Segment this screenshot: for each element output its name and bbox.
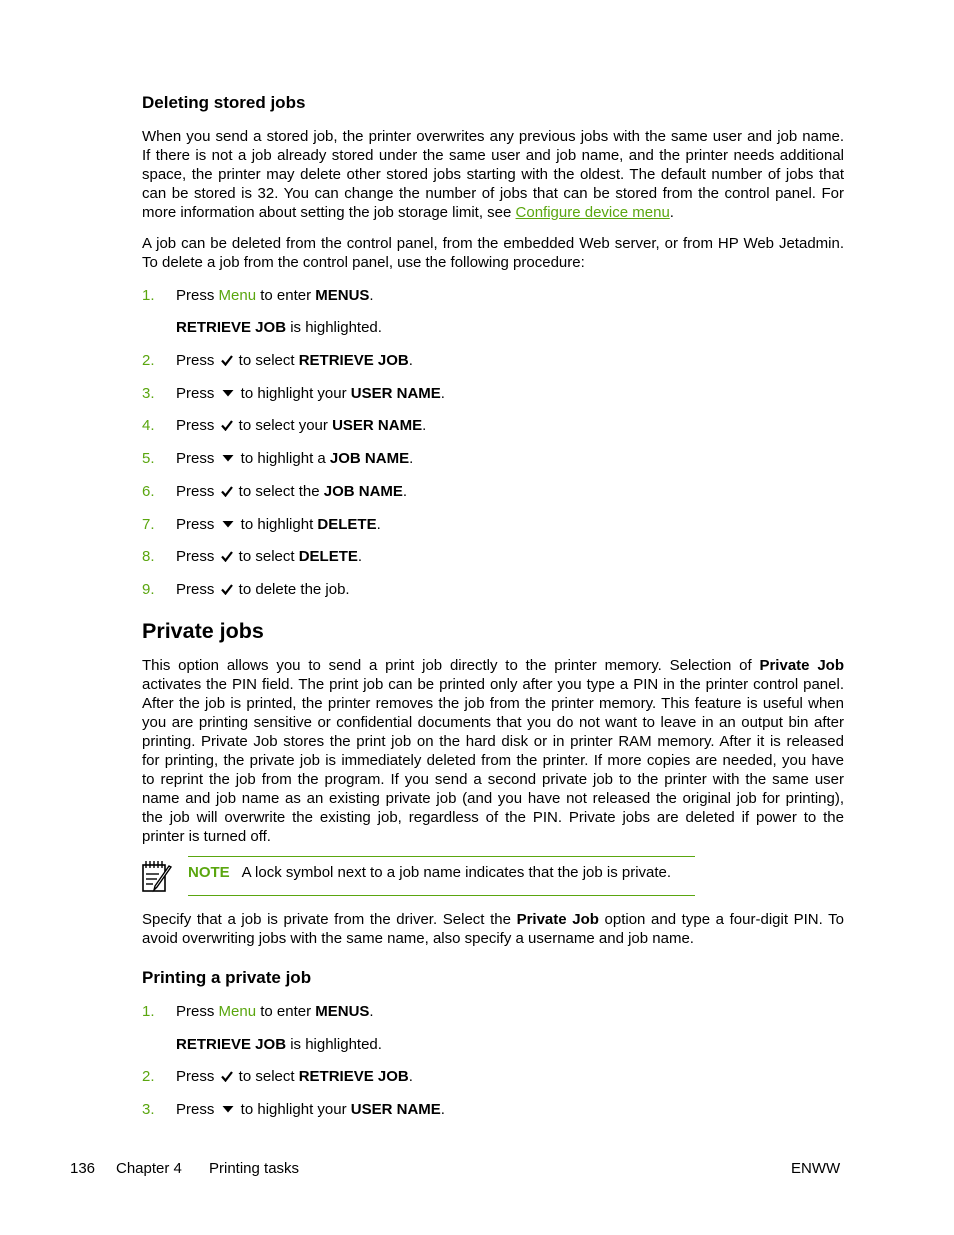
paragraph-delete-procedure [142,234,844,272]
paragraph-private-jobs [142,656,844,846]
step-subtext: RETRIEVE JOB is highlighted. [176,1036,382,1053]
text-fragment: more information about setting the job storage limit, see [142,204,516,221]
text-line: This option allows you to send a print job directly to the printer memory. Selection of Private Job [142,657,844,674]
step-number: 1. [142,1003,155,1020]
text-line: can be stored is 32. You can change the number of jobs that can be stored from the control panel. For [142,185,844,202]
step-text: Press to select RETRIEVE JOB. [176,352,413,369]
step-text: Press Menu to enter MENUS. [176,1003,374,1020]
checkmark-icon [220,1070,234,1082]
text-line: the job will overwrite the existing job, regardless of the PIN. Private jobs are deleted if power to the [142,809,844,826]
text-line: To delete a job from the control panel, use the following procedure: [142,254,585,271]
footer-chapter-title: Printing tasks [209,1160,300,1177]
text-line: name and job name as an existing private job (and you have not released the original job for printing), [142,790,844,807]
text-line: When you send a stored job, the printer overwrites any previous jobs with the same user and job name. [142,128,844,145]
text-line: printing. Private Job stores the print job on the hard disk or in printer RAM memory. After it is released [142,733,844,750]
text-line: you are printing sensitive or confidential documents that you do not want to leave in an output bin after [142,714,844,731]
step-number: 8. [142,548,155,565]
step-number: 9. [142,581,155,598]
section-heading-private-jobs: Private jobs [142,619,264,643]
checkmark-icon [220,550,234,562]
text-line [142,203,844,222]
step-subtext: RETRIEVE JOB is highlighted. [176,319,382,336]
text-line: Specify that a job is private from the driver. Select the Private Job option and type a four-digit PIN. To [142,911,844,928]
note-text: A lock symbol next to a job name indicates that the job is private. [241,864,672,881]
step-text: Press to select your USER NAME. [176,417,427,434]
text-line: avoid overwriting jobs with the same name, also specify a username and job name. [142,930,694,947]
step-number: 3. [142,1101,155,1118]
step-number: 1. [142,287,155,304]
step-number: 2. [142,1068,155,1085]
text-line: to reprint the job from the program. If you send a second private job to the printer with the same user [142,771,844,788]
note-label: NOTE [188,864,230,881]
step-text: Press to highlight your USER NAME. [176,1101,445,1118]
paragraph-specify-private [142,910,844,948]
step-text: Press to highlight DELETE. [176,516,381,533]
down-arrow-icon [220,387,236,399]
section-heading-deleting: Deleting stored jobs [142,93,306,112]
note-pad-icon [141,859,175,893]
text-fragment: . [669,204,674,221]
step-number: 7. [142,516,155,533]
text-line: A job can be deleted from the control panel, from the embedded Web server, or from HP Web Jetadmin. [142,235,844,252]
paragraph-deleting-intro [142,127,844,222]
checkmark-icon [220,583,234,595]
step-text: Press to select RETRIEVE JOB. [176,1068,413,1085]
step-text: Press Menu to enter MENUS. [176,287,374,304]
step-number: 6. [142,483,155,500]
step-number: 3. [142,385,155,402]
text-line: printer is turned off. [142,828,271,845]
text-line: for printing, the private job is immediately deleted from the printer. If more copies are needed, you have [142,752,844,769]
section-heading-printing-private: Printing a private job [142,968,312,987]
checkmark-icon [220,354,234,366]
text-line: space, the printer may delete other stored jobs starting with the oldest. The default number of jobs that [142,166,844,183]
step-text: Press to highlight a JOB NAME. [176,450,414,467]
footer-chapter: Chapter 4 [116,1160,182,1177]
step-text: Press to select the JOB NAME. [176,483,408,500]
text-line: activates the PIN field. The print job can be printed only after you type a PIN in the printer control panel. [142,676,844,693]
step-text: Press to select DELETE. [176,548,363,565]
menu-button-label: Menu [218,287,257,304]
step-number: 5. [142,450,155,467]
step-number: 2. [142,352,155,369]
note-content [188,863,671,882]
down-arrow-icon [220,452,236,464]
down-arrow-icon [220,1103,236,1115]
footer-page-number: 136 [70,1160,96,1177]
configure-device-menu-link[interactable]: Configure device menu [515,204,670,221]
step-number: 4. [142,417,155,434]
text-line: After the job is printed, the printer removes the job from the printer memory. This feature is useful when [142,695,844,712]
text-line: If there is not a job already stored under the same user and job name, and the printer needs additional [142,147,844,164]
step-text: Press to highlight your USER NAME. [176,385,445,402]
step-text: Press to delete the job. [176,581,350,598]
footer-locale: ENWW [791,1160,841,1177]
down-arrow-icon [220,518,236,530]
checkmark-icon [220,419,234,431]
checkmark-icon [220,485,234,497]
menu-button-label: Menu [218,1003,257,1020]
